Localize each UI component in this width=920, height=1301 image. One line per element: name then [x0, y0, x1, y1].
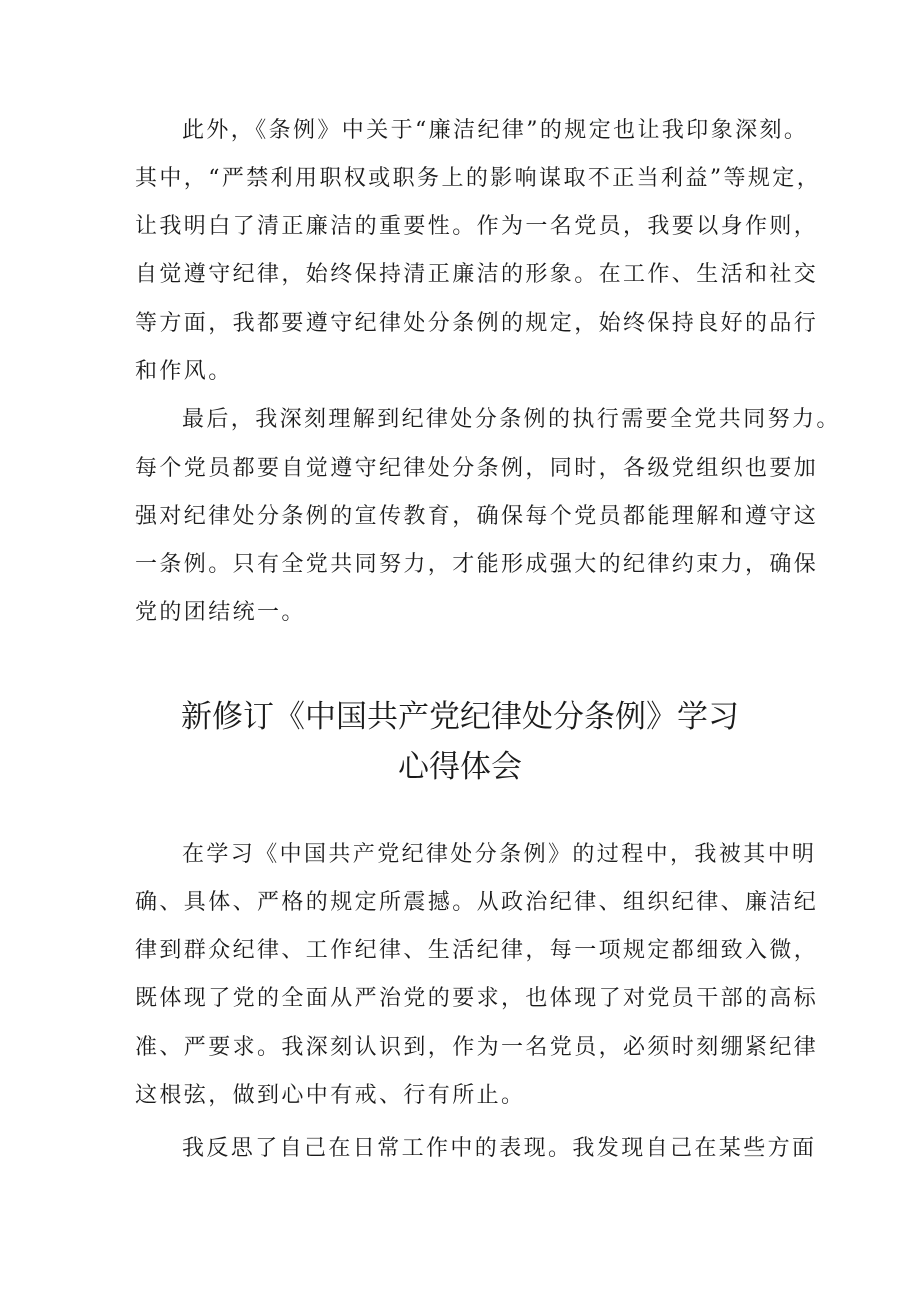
paragraph-line: 最后，我深刻理解到纪律处分条例的执行需要全党共同努力。 — [182, 407, 841, 432]
paragraph-line: 既体现了党的全面从严治党的要求，也体现了对党员干部的高标 — [135, 986, 819, 1011]
paragraph-line: 每个党员都要自觉遵守纪律处分条例，同时，各级党组织也要加 — [135, 456, 819, 481]
paragraph-line: 准、严要求。我深刻认识到，作为一名党员，必须时刻绷紧纪律 — [135, 1035, 819, 1060]
paragraph-line: 其中，“严禁利用职权或职务上的影响谋取不正当利益”等规定， — [135, 166, 822, 191]
paragraph-line: 这根弦，做到心中有戒、行有所止。 — [135, 1083, 526, 1108]
paragraph-line: 我反思了自己在日常工作中的表现。我发现自己在某些方面 — [182, 1136, 817, 1161]
article-title: 新修订《中国共产党纪律处分条例》学习 — [181, 699, 739, 735]
paragraph-line: 党的团结统一。 — [135, 600, 306, 625]
paragraph-line: 律到群众纪律、工作纪律、生活纪律，每一项规定都细致入微， — [135, 938, 819, 963]
paragraph-line: 自觉遵守纪律，始终保持清正廉洁的形象。在工作、生活和社交 — [135, 262, 819, 287]
paragraph-line: 确、具体、严格的规定所震撼。从政治纪律、组织纪律、廉洁纪 — [135, 890, 819, 915]
paragraph-line: 等方面，我都要遵守纪律处分条例的规定，始终保持良好的品行 — [135, 311, 819, 336]
paragraph-line: 在学习《中国共产党纪律处分条例》的过程中，我被其中明 — [182, 842, 817, 867]
paragraph-line: 一条例。只有全党共同努力，才能形成强大的纪律约束力，确保 — [135, 552, 819, 577]
paragraph-line: 和作风。 — [135, 359, 233, 384]
paragraph-line: 让我明白了清正廉洁的重要性。作为一名党员，我要以身作则， — [135, 214, 819, 239]
article-title-continued: 心得体会 — [398, 749, 522, 785]
paragraph-line: 此外，《条例》中关于“廉洁纪律”的规定也让我印象深刻。 — [182, 118, 809, 143]
paragraph-line: 强对纪律处分条例的宣传教育，确保每个党员都能理解和遵守这 — [135, 504, 819, 529]
